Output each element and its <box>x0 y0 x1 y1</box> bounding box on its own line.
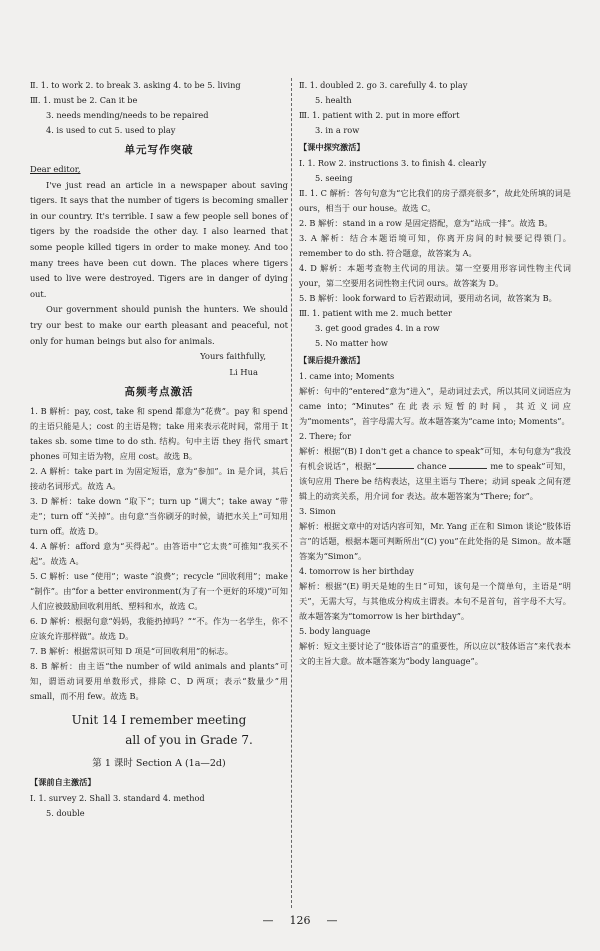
answer-line: 5. double <box>46 808 85 819</box>
right-column <box>299 78 571 669</box>
explain-item: 解析：句中的“entered”意为“进入”，是动词过去式，所以其同义词语应为 came into；“Minutes”在此表示短暂的时间，其近义词应为“moments”，首字母需大写。故本题答案为“came into; Moments”。 <box>299 386 571 426</box>
explain-item: 2. B 解析：stand in a row 是固定搭配，意为“站成一排”。故选 B。 <box>299 218 553 228</box>
model-letter <box>30 162 288 380</box>
section-heading: 【课前自主激活】 <box>30 777 96 788</box>
answer-line: 5. No matter how <box>315 338 388 348</box>
section-heading: 【课中探究激活】 <box>299 142 365 152</box>
answer-line: 3. Simon <box>299 506 336 516</box>
hf-item: 8. B 解析：由主语“the number of wild animals and plants”可知，谓语动词要用单数形式，排除 C、D 两项；表示“数量少”用 small，而不用 few。故选 B。 <box>30 661 288 702</box>
answer-line: 3. in a row <box>315 125 360 135</box>
answer-line: 5. health <box>315 95 352 105</box>
unit-title <box>30 710 288 750</box>
explain-item: 解析：短文主要讨论了“肢体语言”的重要性，所以应以“肢体语言”来代表本文的主旨大意。故本题答案为“body language”。 <box>299 641 571 666</box>
hf-item: 4. A 解析：afford 意为“买得起”。由答语中“它太贵”可推知“我买不起”。故选 A。 <box>30 541 288 567</box>
explain-item: 解析：根据“(E) 明天是她的生日”可知，该句是一个简单句，主语是“明天”，无需大写，与其他成分构成主谓表。本句不是首句，首字母不大写。故本题答案为“tomorrow is her birthday”。 <box>299 581 571 621</box>
unit-title-line: all of you in Grade 7. <box>125 733 253 748</box>
explain-item: 4. D 解析：本题考查物主代词的用法。第一空要用形容词性物主代词 your，第二空要用名词性物主代词 ours。故答案为 D。 <box>299 263 571 288</box>
answer-line: Ⅱ. 1. to work 2. to break 3. asking 4. to be 5. living <box>30 80 241 90</box>
column-divider <box>291 78 293 908</box>
answer-line: Ⅰ. 1. survey 2. Shall 3. standard 4. method <box>30 793 205 804</box>
answer-line: 1. came into; Moments <box>299 371 395 381</box>
hf-item: 5. C 解析：use “使用”；waste “浪费”；recycle “回收利用”；make “制作”。由“for a better environment(为了有一个更好的环境)”可知人们应被鼓励回收利用纸、塑料和水，故选 C。 <box>30 571 288 612</box>
explain-item: 5. B 解析：look forward to 后若跟动词，要用动名词，故答案为 B。 <box>299 293 557 303</box>
left-column <box>30 78 288 821</box>
answer-line: 4. is used to cut 5. used to play <box>46 125 176 135</box>
blank-line <box>449 460 487 469</box>
unit-title-line: Unit 14 I remember meeting <box>71 713 247 728</box>
explain-text: me to speak”可知，该句应用 There be 结构表达，这里主语与 There；动词 speak 之间有逻辑上的动宾关系，用介词 for 表达。故本题答案为“There; for”。 <box>299 461 571 501</box>
explain-text: chance <box>416 461 447 471</box>
hf-item: 6. D 解析：根据句意“妈妈，我能扔掉吗？”“不。作为一名学生，你不应该允许那样做”。故选 D。 <box>30 616 288 642</box>
answer-line: 5. seeing <box>315 173 353 183</box>
explain-item: 解析：根据文章中的对话内容可知，Mr. Yang 正在和 Simon 谈论“肢体语言”的话题，根据本题可判断所出“(C) you”在此处指的是 Simon。故本题答案为“Simon”。 <box>299 521 571 561</box>
answer-line: 2. There; for <box>299 431 351 441</box>
hf-item: 2. A 解析：take part in 为固定短语，意为“参加”。in 是介词，其后接动名词形式。故选 A。 <box>30 466 288 492</box>
answer-line: 4. tomorrow is her birthday <box>299 566 414 576</box>
explain-item <box>299 444 571 504</box>
answer-line: Ⅱ. 1. doubled 2. go 3. carefully 4. to play <box>299 80 468 90</box>
page-dash: — <box>262 914 274 927</box>
answer-line: 5. body language <box>299 626 371 636</box>
hf-item: 7. B 解析：根据常识可知 D 项是“可回收利用”的标志。 <box>30 646 233 657</box>
answer-line: Ⅰ. 1. Row 2. instructions 3. to finish 4. clearly <box>299 158 487 168</box>
explain-text: 解析：根据“(B) I don't get a chance to speak”可知，本句句意为“我没有机会说话”，根据“ <box>299 446 571 471</box>
blank-line <box>376 460 414 469</box>
page-number <box>0 914 600 927</box>
high-frequency-title: 高频考点激活 <box>124 386 194 399</box>
hf-item: 3. D 解析：take down “取下”；turn up “调大”；take away “带走”；turn off “关掉”。由句意“当你刷牙的时候，请把水关上”可知用 turn off。故选 D。 <box>30 496 288 537</box>
page-number-value: 126 <box>289 914 311 927</box>
answer-line: Ⅲ. 1. must be 2. Can it be <box>30 95 138 105</box>
lesson-heading: 第 1 课时 Section A (1a—2d) <box>92 758 226 770</box>
letter-paragraph: I've just read an article in a newspaper about saving tigers. It says that the number of tigers is becoming smaller in our country. It's terrible. I saw a few people sell bones of tigers by the roadside the other day. I also learned that some people killed tigers in order to make money. And too many trees have been cut down. The places where tigers used to live were destroyed. Tigers are in danger of dying out. <box>30 179 288 299</box>
explain-item: Ⅱ. 1. C 解析：答句句意为“它比我们的房子漂亮很多”，故此处所填的词是 ours，相当于 our house。故选 C。 <box>299 188 571 213</box>
writing-section-title: 单元写作突破 <box>124 144 194 156</box>
answer-line: 3. needs mending/needs to be repaired <box>46 110 209 120</box>
letter-closing: Yours faithfully, <box>200 351 266 362</box>
answer-line: Ⅲ. 1. patient with 2. put in more effort <box>299 110 460 120</box>
hf-item: 1. B 解析：pay, cost, take 和 spend 都意为“花费”。pay 和 spend 的主语只能是人；cost 的主语是物；take 用来表示花时间，常用于 It takes sb. some time to do sth. 结构。句中主语 they 指代 smart phones 可知主语为物，应用 cost。故选 B。 <box>30 406 288 462</box>
answer-line: Ⅲ. 1. patient with me 2. much better <box>299 308 452 318</box>
explain-item: 3. A 解析：结合本题语境可知，你离开房间的时候要记得锁门。remember to do sth. 符合题意，故答案为 A。 <box>299 233 571 258</box>
page-dash: — <box>326 914 338 927</box>
answer-line: 3. get good grades 4. in a row <box>315 323 440 333</box>
section-heading: 【课后提升激活】 <box>299 355 365 365</box>
letter-paragraph: Our government should punish the hunters. We should try our best to make our earth pleasant and peaceful, not only for human beings but also for animals. <box>30 304 288 346</box>
letter-greeting: Dear editor, <box>30 164 81 174</box>
letter-signature: Li Hua <box>229 366 258 377</box>
